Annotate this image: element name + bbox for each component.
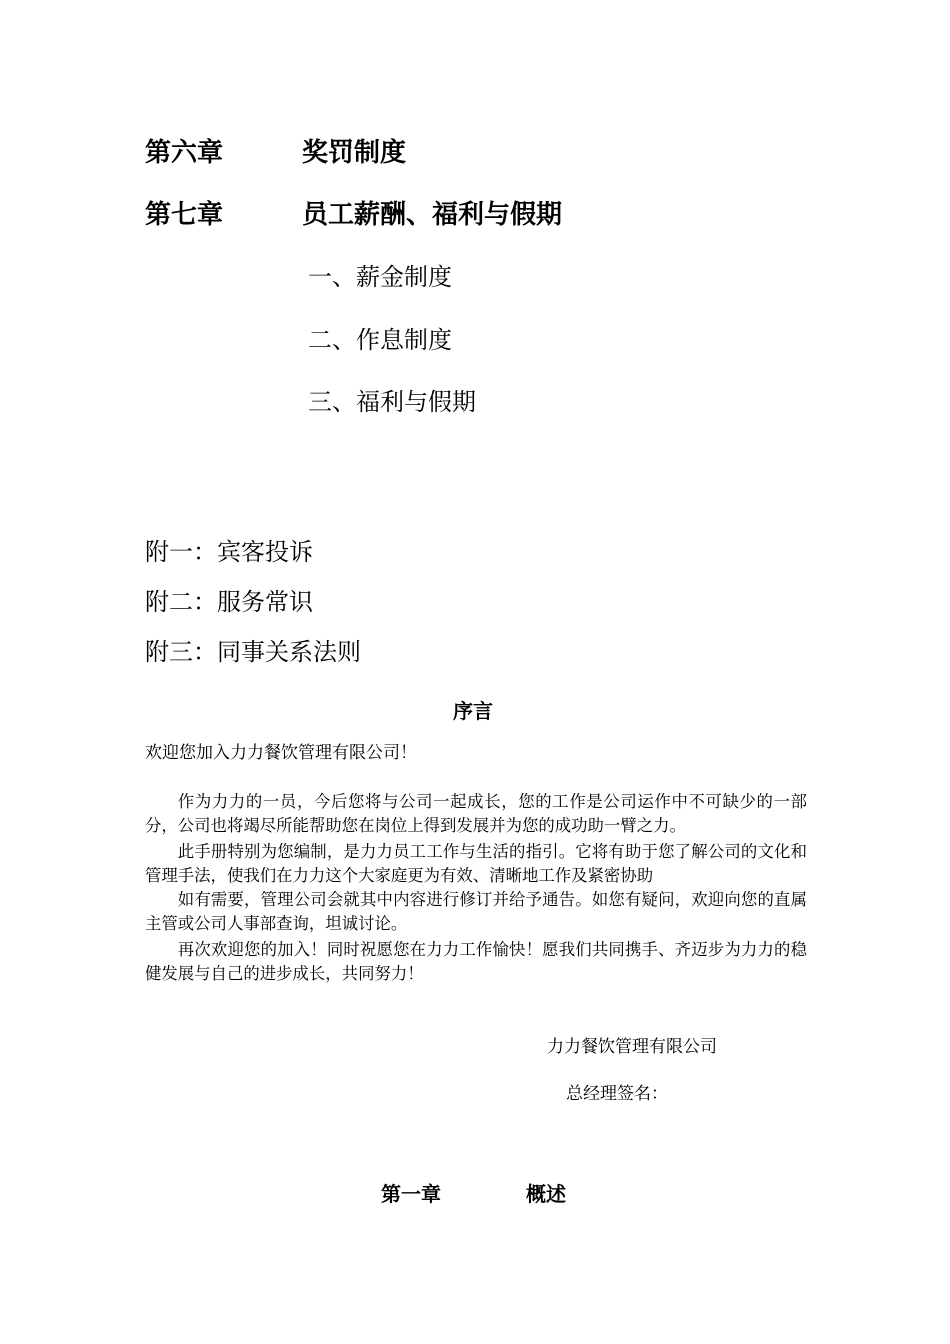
chapter-1-number: 第一章 xyxy=(381,1182,441,1206)
toc-appendix-1: 附一：宾客投诉 xyxy=(145,538,313,566)
toc-chapter-7-title: 员工薪酬、福利与假期 xyxy=(302,200,563,230)
chapter-1-title: 概述 xyxy=(526,1182,566,1206)
toc-appendix-2: 附二：服务常识 xyxy=(145,588,313,616)
preface-paragraph-2: 此手册特别为您编制，是力力员工工作与生活的指引。它将有助于您了解公司的文化和管理手法，使我们在力力这个大家庭更为有效、清晰地工作及紧密协助 xyxy=(145,842,807,885)
preface-title: 序言 xyxy=(453,699,493,723)
preface-greeting: 欢迎您加入力力餐饮管理有限公司！ xyxy=(145,743,417,763)
toc-chapter-7-number: 第七章 xyxy=(145,200,224,230)
preface-company: 力力餐饮管理有限公司 xyxy=(547,1037,717,1057)
preface-signature-label: 总经理签名： xyxy=(566,1084,668,1104)
preface-paragraph-4: 再次欢迎您的加入！同时祝愿您在力力工作愉快！愿我们共同携手、齐迈步为力力的稳健发展与自己的进步成长，共同努力！ xyxy=(145,940,807,983)
preface-paragraph-1: 作为力力的一员，今后您将与公司一起成长，您的工作是公司运作中不可缺少的一部分，公司也将竭尽所能帮助您在岗位上得到发展并为您的成功助一臂之力。 xyxy=(145,792,807,835)
toc-chapter-6-number: 第六章 xyxy=(145,138,224,168)
toc-chapter-6-title: 奖罚制度 xyxy=(302,138,407,168)
toc-appendix-3: 附三：同事关系法则 xyxy=(145,638,361,666)
preface-paragraph-3: 如有需要，管理公司会就其中内容进行修订并给予通告。如您有疑问，欢迎向您的直属主管或公司人事部查询，坦诚讨论。 xyxy=(145,890,807,933)
toc-section-salary: 一、薪金制度 xyxy=(308,263,452,291)
toc-section-schedule: 二、作息制度 xyxy=(308,326,452,354)
toc-section-benefits: 三、福利与假期 xyxy=(308,388,476,416)
